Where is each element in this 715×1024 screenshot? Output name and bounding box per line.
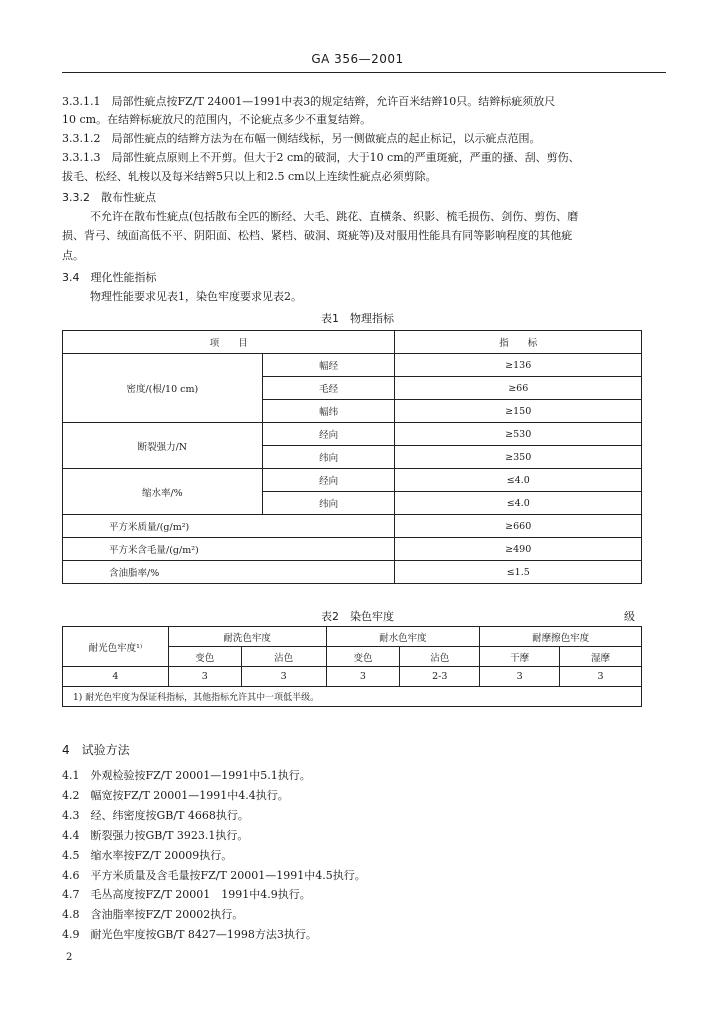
method-4-2: 4.2 幅宽按FZ/T 20001—1991中4.4执行。 [62, 789, 289, 802]
shrink-label: 缩水率/% [63, 469, 263, 515]
value-water-stain: 2-3 [400, 667, 480, 687]
table-row [63, 667, 642, 687]
table-row [63, 538, 642, 561]
clause-3-3-1-2: 3.3.1.2 局部性疵点的结辫方法为在布幅一侧结线标，另一侧做疵点的起止标记，以示疵点范围。 [62, 132, 541, 145]
strength-warp-label: 经向 [262, 423, 395, 446]
shrink-weft-label: 纬向 [262, 492, 395, 515]
wash-change-header: 变色 [168, 647, 241, 667]
method-4-1: 4.1 外观检验按FZ/T 20001—1991中5.1执行。 [62, 769, 311, 782]
wool-label: 平方米含毛量/(g/m²) [63, 538, 395, 561]
clause-3-4-heading: 3.4 理化性能指标 [62, 271, 157, 284]
strength-label: 断裂强力/N [63, 423, 263, 469]
clause-3-3-2-heading: 3.3.2 散布性疵点 [62, 191, 156, 204]
table-row [63, 354, 642, 377]
density-weft-value: ≥150 [395, 400, 642, 423]
table1-value-header: 指 标 [395, 331, 642, 354]
strength-weft-value: ≥350 [395, 446, 642, 469]
wash-fastness-header: 耐洗色牢度 [168, 627, 326, 647]
density-edge-label: 毛经 [262, 377, 395, 400]
wash-stain-header: 沾色 [241, 647, 326, 667]
table1-caption: 表1 物理指标 [321, 312, 394, 325]
value-rub-dry: 3 [480, 667, 560, 687]
value-wash-change: 3 [168, 667, 241, 687]
oil-label: 含油脂率/% [63, 561, 395, 584]
clause-3-3-1-1-cont: 10 cm。在结辫标疵放尺的范围内，不论疵点多少不重复结辫。 [62, 113, 372, 126]
document-code: GA 356—2001 [311, 52, 404, 66]
value-water-change: 3 [326, 667, 400, 687]
water-change-header: 变色 [326, 647, 400, 667]
clause-3-3-1-3: 3.3.1.3 局部性疵点原则上不开剪。但大于2 cm的破洞，大于10 cm的严重斑疵，严重的搔、刮、剪伤、 [62, 151, 580, 164]
method-4-8: 4.8 含油脂率按FZ/T 20002执行。 [62, 908, 244, 921]
table1-header-row [63, 331, 642, 354]
rub-dry-header: 干摩 [480, 647, 560, 667]
method-4-5: 4.5 缩水率按FZ/T 20009执行。 [62, 849, 233, 862]
clause-3-3-2-text: 不允许在散布性疵点(包括散布全匹的断经、大毛、跳花、直横条、织影、梳毛损伤、剑伤、剪伤、磨 [90, 210, 579, 223]
value-light: 4 [63, 667, 169, 687]
table2-unit: 级 [624, 610, 635, 623]
physical-properties-table [62, 330, 642, 584]
shrink-warp-label: 经向 [262, 469, 395, 492]
header-rule [62, 72, 666, 73]
density-warp-value: ≥136 [395, 354, 642, 377]
water-fastness-header: 耐水色牢度 [326, 627, 480, 647]
clause-3-3-2-text-cont: 损、背弓、绒面高低不平、阴阳面、松档、紧档、破洞、斑疵等)及对服用性能具有同等影响程度的其他疵 [62, 229, 573, 242]
method-4-9: 4.9 耐光色牢度按GB/T 8427—1998方法3执行。 [62, 928, 317, 941]
value-wash-stain: 3 [241, 667, 326, 687]
value-rub-wet: 3 [560, 667, 642, 687]
table2-note-row [63, 687, 642, 707]
table2-caption: 表2 染色牢度 [321, 610, 394, 623]
color-fastness-table [62, 626, 642, 707]
wool-value: ≥490 [395, 538, 642, 561]
density-edge-value: ≥66 [395, 377, 642, 400]
density-label: 密度/(根/10 cm) [63, 354, 263, 423]
method-4-7: 4.7 毛丛高度按FZ/T 20001 1991中4.9执行。 [62, 888, 311, 901]
strength-warp-value: ≥530 [395, 423, 642, 446]
page-number: 2 [66, 952, 73, 963]
table-row [63, 515, 642, 538]
test-methods-heading: 4 试验方法 [62, 743, 130, 757]
water-stain-header: 沾色 [400, 647, 480, 667]
rub-wet-header: 湿摩 [560, 647, 642, 667]
mass-label: 平方米质量/(g/m²) [63, 515, 395, 538]
clause-3-3-2-text-end: 点。 [62, 249, 84, 262]
table2-footnote: 1) 耐光色牢度为保证科指标，其他指标允许其中一项低半级。 [63, 687, 642, 707]
method-4-4: 4.4 断裂强力按GB/T 3923.1执行。 [62, 829, 249, 842]
rub-fastness-header: 耐摩擦色牢度 [480, 627, 642, 647]
clause-3-4-text: 物理性能要求见表1，染色牢度要求见表2。 [90, 290, 302, 303]
table1-item-header: 项 目 [209, 338, 248, 349]
clause-3-3-1-1: 3.3.1.1 局部性疵点按FZ/T 24001—1991中表3的规定结辫，允许百米结辫10只。结辫标疵须放尺 [62, 95, 556, 108]
density-warp-label: 幅经 [262, 354, 395, 377]
table2-header-row [63, 627, 642, 647]
table-row [63, 423, 642, 446]
oil-value: ≤1.5 [395, 561, 642, 584]
shrink-weft-value: ≤4.0 [395, 492, 642, 515]
density-weft-label: 幅纬 [262, 400, 395, 423]
shrink-warp-value: ≤4.0 [395, 469, 642, 492]
light-fastness-header: 耐光色牢度¹⁾ [63, 627, 169, 667]
method-4-6: 4.6 平方米质量及含毛量按FZ/T 20001—1991中4.5执行。 [62, 869, 366, 882]
strength-weft-label: 纬向 [262, 446, 395, 469]
clause-3-3-1-3-cont: 拔毛、松经、轧梭以及每米结辫5只以上和2.5 cm以上连续性疵点必须剪除。 [62, 170, 437, 183]
table-row [63, 469, 642, 492]
method-4-3: 4.3 经、纬密度按GB/T 4668执行。 [62, 809, 249, 822]
table-row [63, 561, 642, 584]
mass-value: ≥660 [395, 515, 642, 538]
